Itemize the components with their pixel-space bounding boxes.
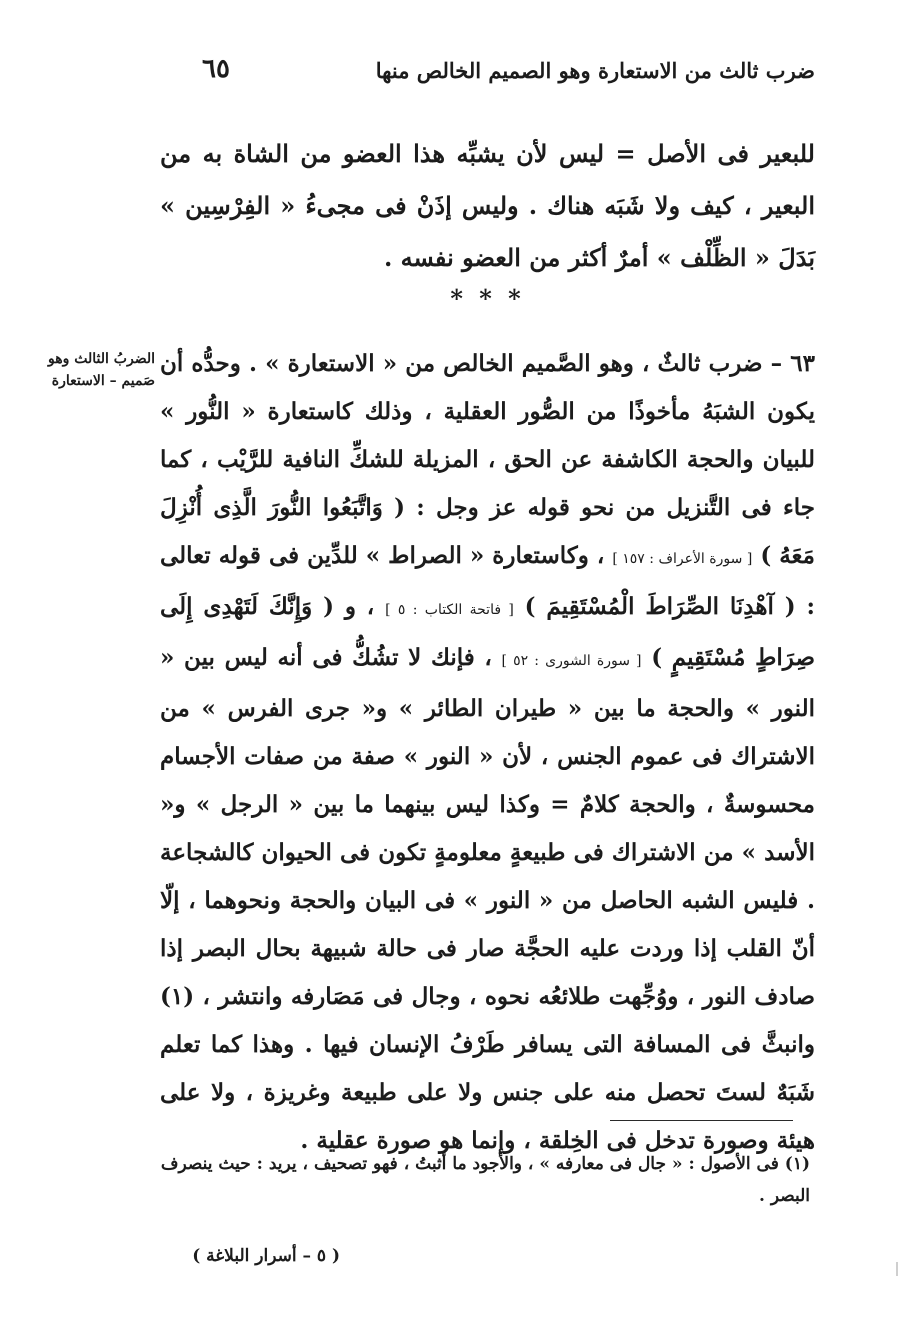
verse-reference: [ سورة الأعراف : ١٥٧ ]: [612, 551, 753, 567]
scan-edge-mark: [896, 1262, 898, 1276]
running-title: ضرب ثالث من الاستعارة وهو الصميم الخالص منها: [375, 58, 815, 83]
text-segment: ، وكاستعارة « الصراط » للدِّين فى قوله تعالى : ( آهْدِنَا الصِّرَاطَ الْمُسْتَقِيمَ ): [160, 542, 815, 620]
verse-reference: [ فاتحة الكتاب : ٥ ]: [385, 602, 514, 618]
text-segment: ٦٣ – ضرب ثالثٌ ، وهو الصَّميم الخالص من « الاستعارة » . وحدُّه أن يكون الشبَهُ مأخوذًا من الصُّور العقلية ، وذلك كاستعارة « النُّور » للبيان والحجة الكاشفة عن الحق ، المزيلة للشكِّ النافية للرَّيْب ، كما جاء فى التَّنزيل من نحو قوله عز وجل : ( وَاتَّبَعُوا النُّورَ الَّذِى أُنْزِلَ مَعَهُ ): [160, 350, 815, 569]
paragraph-continuation: للبعير فى الأصل = ليس لأن يشبِّه هذا العضو من الشاة به من البعير ، كيف ولا شَبَه هناك . وليس إذَنْ فى مجىءُ « الفِرْسِين » بَدَلَ « الظِّلْف » أمرٌ أكثر من العضو نفسه .: [160, 139, 815, 272]
text-segment: ، و ( وَإِنَّكَ لَتَهْدِى إِلَى صِرَاطٍ مُسْتَقِيمٍ ): [160, 593, 815, 671]
margin-note: الضربُ الثالث وهو صَميم – الاستعارة: [48, 351, 155, 389]
verse-reference: [ سورة الشورى : ٥٢ ]: [501, 653, 642, 669]
footnote: (١) فى الأصول : « جال فى معارفه » ، والأجود ما أثبتُ ، فهو تصحيف ، يريد : حيث ينصرف البصر .: [160, 1154, 810, 1206]
page-number: ٦٥: [202, 54, 230, 84]
page-header: [160, 54, 815, 96]
footnote-divider: [610, 1120, 793, 1121]
text-segment: ، فإنك لا تشُكُّ فى أنه ليس بين « النور » والحجة ما بين « طيران الطائر » و« جرى الفرس » من الاشتراك فى عموم الجنس ، لأن « النور » صفة من صفات الأجسام محسوسةٌ ، والحجة كلامٌ = وكذا ليس بينهما ما بين « الرجل » و« الأسد » من الاشتراك فى طبيعةٍ معلومةٍ تكون فى الحيوان كالشجاعة . فليس الشبه الحاصل من « النور » فى البيان والحجة ونحوهما ، إلّا أنّ القلب إذا وردت عليه الحجَّة صار فى حالة شبيهة بحال البصر إذا صادف النور ، ووُجِّهت طلائعُه نحوه ، وجال فى مَصَارفه وانتشر ، (١) وانبثَّ فى المسافة التى يسافر طَرْفُ الإنسان فيها . وهذا كما تعلم شَبَهٌ لستَ تحصل منه على جنس ولا على طبيعة وغريزة ، ولا على هيئة وصورة تدخل فى الخِلقة ، وإنما هو صورة عقلية .: [160, 644, 815, 1154]
signature-mark: ( ٥ – أسرار البلاغة ): [192, 1246, 340, 1266]
section-separator: * * *: [450, 284, 525, 313]
paragraph-63: [160, 340, 815, 1165]
